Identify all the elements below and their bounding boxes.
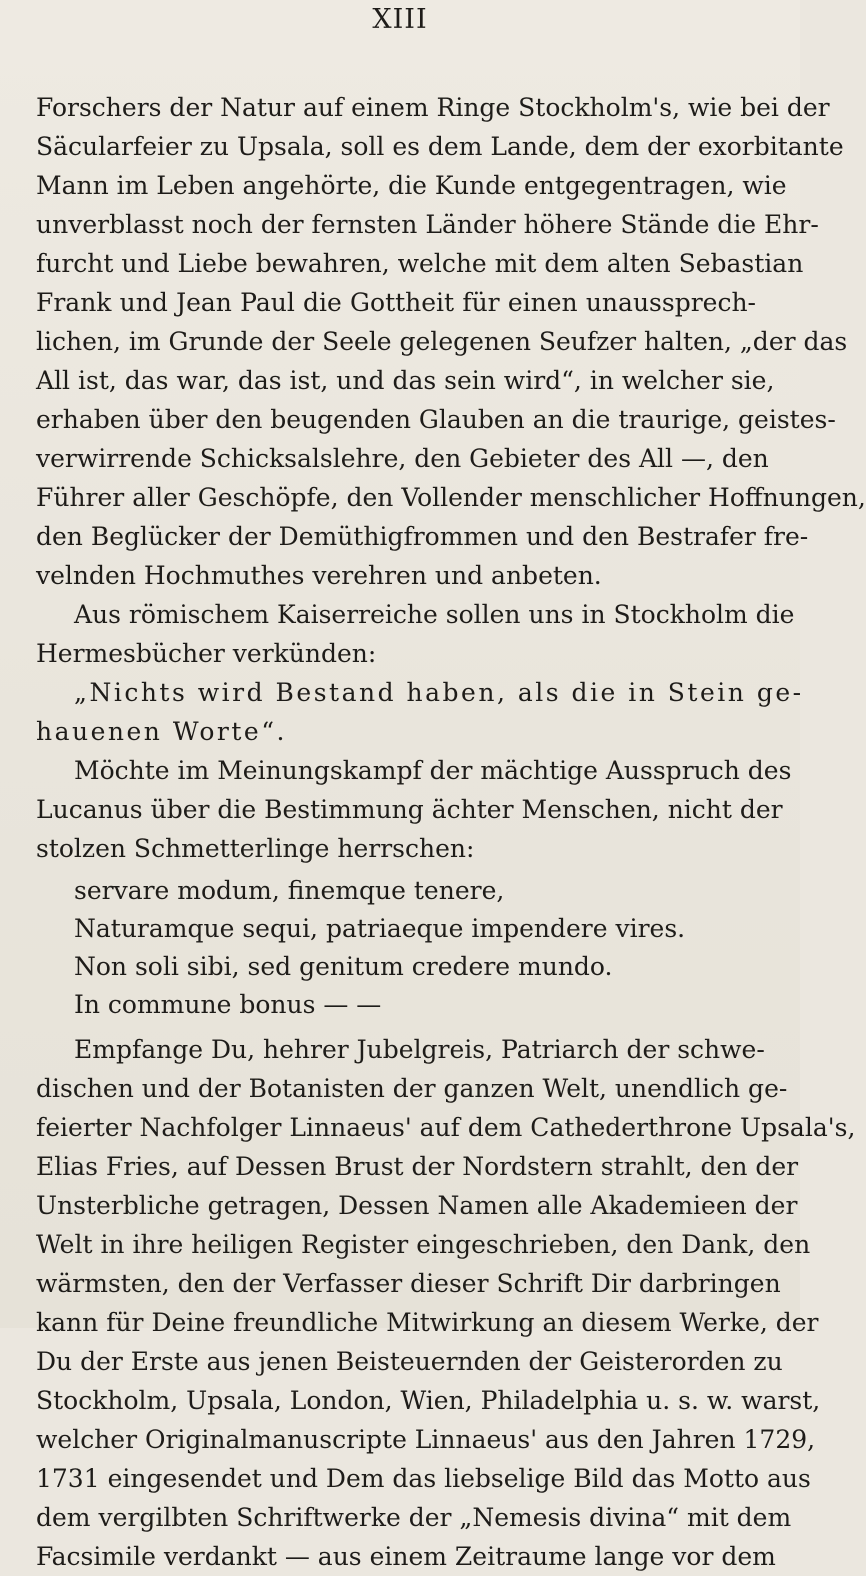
text-line: verwirrende Schicksalslehre, den Gebieter des All —, den: [36, 444, 769, 473]
text-line: dem vergilbten Schriftwerke der „Nemesis divina“ mit dem: [36, 1503, 792, 1532]
text-line: All ist, das war, das ist, und das sein wird“, in welcher sie,: [36, 366, 775, 395]
text-line: welcher Originalmanuscripte Linnaeus' aus den Jahren 1729,: [36, 1425, 816, 1454]
quote-line: „Nichts wird Bestand haben, als die in Stein ge-: [74, 678, 804, 707]
latin-verse: [74, 872, 714, 1024]
text-line: erhaben über den beugenden Glauben an die traurige, geistes-: [36, 405, 836, 434]
paragraph-block-2: [36, 1030, 856, 1576]
text-line: Hermesbücher verkünden:: [36, 639, 377, 668]
text-line: lichen, im Grunde der Seele gelegenen Seufzer halten, „der das: [36, 327, 848, 356]
text-line: Unsterbliche getragen, Dessen Namen alle Akademieen der: [36, 1191, 798, 1220]
paragraph-block-1: [36, 88, 866, 868]
text-line: wärmsten, den der Verfasser dieser Schrift Dir darbringen: [36, 1269, 781, 1298]
text-line: Welt in ihre heiligen Register eingeschrieben, den Dank, den: [36, 1230, 811, 1259]
text-line: Lucanus über die Bestimmung ächter Menschen, nicht der: [36, 795, 783, 824]
text-line: Facsimile verdankt — aus einem Zeitraume lange vor dem: [36, 1542, 776, 1571]
text-line: den Beglücker der Demüthigfrommen und den Bestrafer fre-: [36, 522, 809, 551]
verse-line: servare modum, finemque tenere,: [74, 876, 505, 905]
text-line: Du der Erste aus jenen Beisteuernden der Geisterorden zu: [36, 1347, 783, 1376]
text-line: 1731 eingesendet und Dem das liebselige Bild das Motto aus: [36, 1464, 811, 1493]
text-line: Elias Fries, auf Dessen Brust der Nordstern strahlt, den der: [36, 1152, 799, 1181]
text-line: dischen und der Botanisten der ganzen Welt, unendlich ge-: [36, 1074, 788, 1103]
verse-line: Non soli sibi, sed genitum credere mundo.: [74, 952, 613, 981]
text-line: Mann im Leben angehörte, die Kunde entgegentragen, wie: [36, 171, 787, 200]
text-line: unverblasst noch der fernsten Länder höhere Stände die Ehr-: [36, 210, 819, 239]
text-line: feierter Nachfolger Linnaeus' auf dem Cathederthrone Upsala's,: [36, 1113, 856, 1142]
text-line: stolzen Schmetterlinge herrschen:: [36, 834, 475, 863]
verse-line: Naturamque sequi, patriaeque impendere vires.: [74, 914, 686, 943]
text-line: Möchte im Meinungskampf der mächtige Ausspruch des: [74, 756, 792, 785]
text-line: Führer aller Geschöpfe, den Vollender menschlicher Hoffnungen,: [36, 483, 866, 512]
text-line: Aus römischem Kaiserreiche sollen uns in Stockholm die: [74, 600, 795, 629]
text-line: kann für Deine freundliche Mitwirkung an diesem Werke, der: [36, 1308, 819, 1337]
text-line: Frank und Jean Paul die Gottheit für einen unaussprech-: [36, 288, 756, 317]
text-line: Forschers der Natur auf einem Ringe Stockholm's, wie bei der: [36, 93, 830, 122]
text-line: velnden Hochmuthes verehren und anbeten.: [36, 561, 602, 590]
quote-line: hauenen Worte“.: [36, 717, 287, 746]
verse-line: In commune bonus — —: [74, 990, 382, 1019]
text-line: Empfange Du, hehrer Jubelgreis, Patriarch der schwe-: [74, 1035, 765, 1064]
text-line: furcht und Liebe bewahren, welche mit dem alten Sebastian: [36, 249, 804, 278]
text-line: Säcularfeier zu Upsala, soll es dem Lande, dem der exorbitante: [36, 132, 844, 161]
page-number: XIII: [372, 4, 428, 35]
text-line: Stockholm, Upsala, London, Wien, Philadelphia u. s. w. warst,: [36, 1386, 821, 1415]
